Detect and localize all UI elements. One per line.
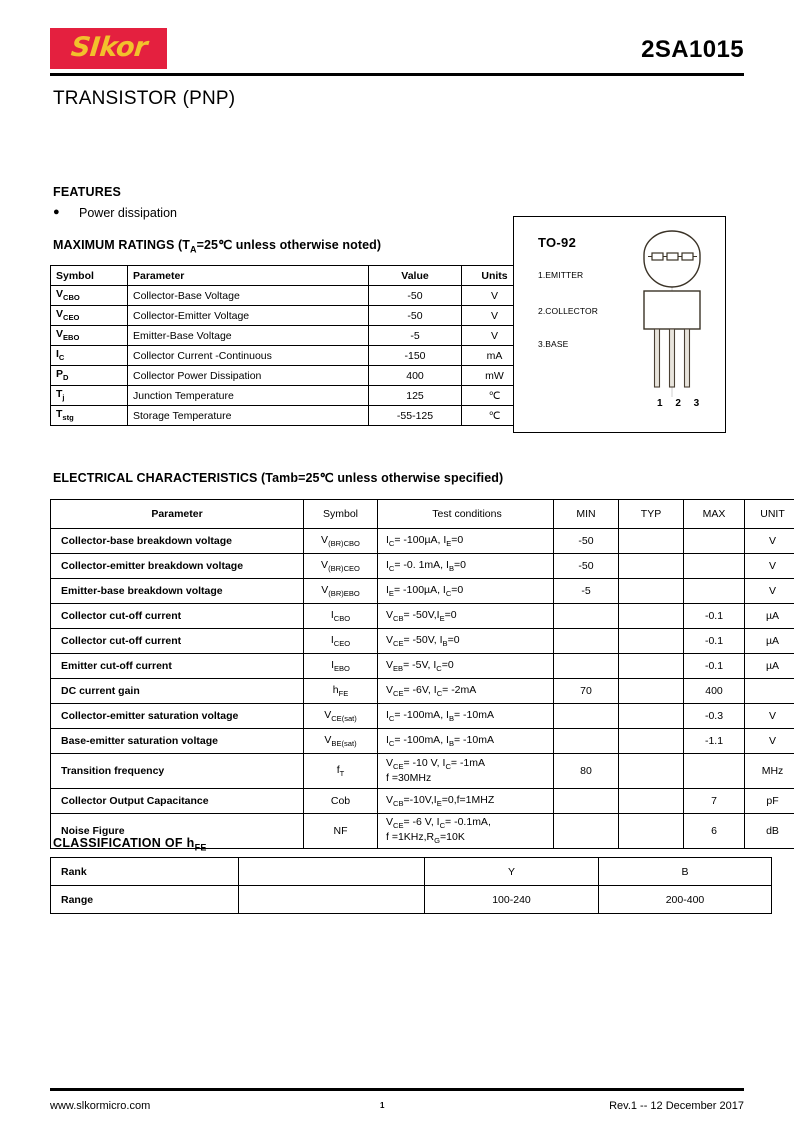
classification-heading-text: CLASSIFICATION OF h bbox=[53, 836, 195, 850]
cell-min: -5 bbox=[554, 579, 619, 604]
pin-legend-1: 1.EMITTER bbox=[538, 270, 584, 280]
col-header-min: MIN bbox=[554, 500, 619, 529]
footer-divider bbox=[50, 1088, 744, 1091]
cell-max bbox=[684, 754, 745, 789]
cell-unit: V bbox=[745, 529, 794, 554]
cell-symbol: $I_{EBO}$ bbox=[304, 654, 378, 679]
col-header-parameter: Parameter bbox=[51, 500, 304, 529]
cell-symbol: $T_{stg}$ bbox=[51, 406, 128, 426]
cell-parameter: Collector-Emitter Voltage bbox=[128, 306, 369, 326]
range-value-b: 200-400 bbox=[599, 886, 772, 914]
cell-parameter: Base-emitter saturation voltage bbox=[51, 729, 304, 754]
cell-min bbox=[554, 604, 619, 629]
cell-units: mA bbox=[462, 346, 528, 366]
cell-unit bbox=[745, 679, 794, 704]
footer-website[interactable]: www.slkormicro.com bbox=[50, 1100, 151, 1112]
cell-min: -50 bbox=[554, 529, 619, 554]
table-row bbox=[51, 729, 794, 754]
cell-typ bbox=[619, 789, 684, 814]
cell-symbol: NF bbox=[304, 814, 378, 849]
cell-test-conditions: $V_{CE}= -6V$, $I_C= -2mA$ bbox=[378, 679, 554, 704]
part-number: 2SA1015 bbox=[641, 36, 744, 63]
cell-test-conditions: $I_C= -100\mu A$, $I_E=0$ bbox=[378, 529, 554, 554]
table-row bbox=[51, 286, 528, 306]
range-blank-cell bbox=[239, 886, 425, 914]
cell-unit: V bbox=[745, 579, 794, 604]
to92-svg bbox=[632, 229, 712, 399]
cell-parameter: Storage Temperature bbox=[128, 406, 369, 426]
cell-units: V bbox=[462, 306, 528, 326]
cell-parameter: DC current gain bbox=[51, 679, 304, 704]
cell-unit: V bbox=[745, 729, 794, 754]
table-row bbox=[51, 858, 772, 886]
cell-parameter: Collector Current -Continuous bbox=[128, 346, 369, 366]
cell-symbol: $V_{BE(sat)}$ bbox=[304, 729, 378, 754]
cell-symbol: $V_{(BR)CBO}$ bbox=[304, 529, 378, 554]
cell-max: -0.1 bbox=[684, 629, 745, 654]
cell-units: ℃ bbox=[462, 386, 528, 406]
cell-test-conditions: $I_C= -100mA$, $I_B= -10mA$ bbox=[378, 704, 554, 729]
cell-max bbox=[684, 529, 745, 554]
cell-value: -50 bbox=[369, 306, 462, 326]
cell-test-conditions: $I_E= -100\mu A$, $I_C=0$ bbox=[378, 579, 554, 604]
cell-value: -50 bbox=[369, 286, 462, 306]
table-row bbox=[51, 604, 794, 629]
cell-min bbox=[554, 789, 619, 814]
cell-max: 6 bbox=[684, 814, 745, 849]
max-ratings-heading-post: =25℃ unless otherwise noted) bbox=[196, 238, 382, 252]
cell-min bbox=[554, 654, 619, 679]
cell-parameter: Collector-Base Voltage bbox=[128, 286, 369, 306]
cell-test-conditions: $V_{EB}= -5V$, $I_C=0$ bbox=[378, 654, 554, 679]
electrical-characteristics-table bbox=[50, 499, 785, 849]
classification-heading bbox=[53, 836, 207, 853]
cell-parameter: Collector Power Dissipation bbox=[128, 366, 369, 386]
cell-min: 70 bbox=[554, 679, 619, 704]
cell-symbol: $V_{CBO}$ bbox=[51, 286, 128, 306]
package-outline-box bbox=[513, 216, 726, 433]
cell-symbol: $V_{CE(sat)}$ bbox=[304, 704, 378, 729]
cell-min: 80 bbox=[554, 754, 619, 789]
cell-typ bbox=[619, 604, 684, 629]
table-row bbox=[51, 346, 528, 366]
cell-parameter: Junction Temperature bbox=[128, 386, 369, 406]
table-row bbox=[51, 326, 528, 346]
col-header-parameter: Parameter bbox=[128, 266, 369, 286]
footer-page-number: 1 bbox=[380, 1101, 385, 1110]
table-header-row bbox=[51, 266, 528, 286]
table-row bbox=[51, 789, 794, 814]
cell-value: -5 bbox=[369, 326, 462, 346]
cell-symbol: $T_j$ bbox=[51, 386, 128, 406]
cell-max bbox=[684, 579, 745, 604]
cell-min bbox=[554, 729, 619, 754]
cell-unit: MHz bbox=[745, 754, 794, 789]
cell-units: V bbox=[462, 286, 528, 306]
cell-parameter: Collector-base breakdown voltage bbox=[51, 529, 304, 554]
max-ratings-heading bbox=[53, 237, 381, 255]
cell-value: 400 bbox=[369, 366, 462, 386]
cell-unit: V bbox=[745, 704, 794, 729]
logo-text: SIkor bbox=[69, 32, 149, 63]
range-label: Range bbox=[51, 886, 239, 914]
max-ratings-heading-pre: MAXIMUM RATINGS (T bbox=[53, 238, 190, 252]
cell-symbol: $f_T$ bbox=[304, 754, 378, 789]
cell-units: ℃ bbox=[462, 406, 528, 426]
feature-label: Power dissipation bbox=[79, 206, 177, 220]
cell-test-conditions: $V_{CE}= -10$ V, $I_C= -1mA$ f =30MHz bbox=[378, 754, 554, 789]
range-value-y: 100-240 bbox=[425, 886, 599, 914]
table-row bbox=[51, 754, 794, 789]
cell-max: -0.1 bbox=[684, 604, 745, 629]
cell-parameter: Noise Figure bbox=[51, 814, 304, 849]
cell-value: -55-125 bbox=[369, 406, 462, 426]
cell-typ bbox=[619, 554, 684, 579]
cell-parameter: Emitter-base breakdown voltage bbox=[51, 579, 304, 604]
table-row bbox=[51, 654, 794, 679]
cell-units: mW bbox=[462, 366, 528, 386]
max-ratings-table bbox=[50, 265, 508, 426]
cell-unit: dB bbox=[745, 814, 794, 849]
cell-parameter: Collector Output Capacitance bbox=[51, 789, 304, 814]
document-title: TRANSISTOR (PNP) bbox=[53, 88, 236, 109]
cell-unit: V bbox=[745, 554, 794, 579]
cell-typ bbox=[619, 729, 684, 754]
table-row bbox=[51, 529, 794, 554]
rank-label: Rank bbox=[51, 858, 239, 886]
cell-parameter: Collector cut-off current bbox=[51, 629, 304, 654]
cell-symbol: $V_{EBO}$ bbox=[51, 326, 128, 346]
header-divider bbox=[50, 73, 744, 76]
col-header-symbol: Symbol bbox=[51, 266, 128, 286]
table-header-row bbox=[51, 500, 794, 529]
cell-parameter: Emitter-Base Voltage bbox=[128, 326, 369, 346]
pin-legend-2: 2.COLLECTOR bbox=[538, 306, 598, 316]
col-header-max: MAX bbox=[684, 500, 745, 529]
cell-parameter: Collector cut-off current bbox=[51, 604, 304, 629]
slkor-logo bbox=[50, 28, 167, 69]
cell-symbol: $I_C$ bbox=[51, 346, 128, 366]
cell-test-conditions: $V_{CE}= -6$ V, $I_C= -0.1mA$, $f =1KHz,R_G=10K$ bbox=[378, 814, 554, 849]
bullet-icon: ● bbox=[53, 206, 60, 218]
cell-typ bbox=[619, 814, 684, 849]
col-header-unit: UNIT bbox=[745, 500, 794, 529]
rank-value-b: B bbox=[599, 858, 772, 886]
pin-numbers: 1 2 3 bbox=[657, 398, 705, 409]
col-header-value: Value bbox=[369, 266, 462, 286]
table-row bbox=[51, 579, 794, 604]
table-row bbox=[51, 629, 794, 654]
cell-test-conditions: $V_{CE}= -50V$, $I_B=0$ bbox=[378, 629, 554, 654]
table-row bbox=[51, 554, 794, 579]
cell-max bbox=[684, 554, 745, 579]
cell-symbol: $V_{CEO}$ bbox=[51, 306, 128, 326]
cell-test-conditions: $V_{CB}=-10V,I_E=0,f=1MHZ$ bbox=[378, 789, 554, 814]
table-row bbox=[51, 406, 528, 426]
package-name: TO-92 bbox=[538, 235, 577, 250]
cell-min bbox=[554, 629, 619, 654]
to92-drawing bbox=[632, 229, 712, 404]
pin-legend-3: 3.BASE bbox=[538, 339, 569, 349]
cell-symbol: $I_{CBO}$ bbox=[304, 604, 378, 629]
cell-unit: pF bbox=[745, 789, 794, 814]
cell-typ bbox=[619, 679, 684, 704]
cell-unit: µA bbox=[745, 654, 794, 679]
cell-typ bbox=[619, 754, 684, 789]
col-header-symbol: Symbol bbox=[304, 500, 378, 529]
cell-test-conditions: $V_{CB}= -50V,I_E=0$ bbox=[378, 604, 554, 629]
table-row bbox=[51, 366, 528, 386]
footer-revision: Rev.1 -- 12 December 2017 bbox=[609, 1100, 744, 1112]
cell-parameter: Collector-emitter breakdown voltage bbox=[51, 554, 304, 579]
cell-typ bbox=[619, 654, 684, 679]
cell-value: -150 bbox=[369, 346, 462, 366]
cell-typ bbox=[619, 529, 684, 554]
rank-blank-cell bbox=[239, 858, 425, 886]
cell-max: -0.3 bbox=[684, 704, 745, 729]
cell-test-conditions: $I_C= -0$. 1mA, $I_B=0$ bbox=[378, 554, 554, 579]
table-row bbox=[51, 704, 794, 729]
cell-symbol: $V_{(BR)CEO}$ bbox=[304, 554, 378, 579]
cell-typ bbox=[619, 704, 684, 729]
cell-symbol: $V_{(BR)EBO}$ bbox=[304, 579, 378, 604]
cell-unit: µA bbox=[745, 604, 794, 629]
feature-list-item bbox=[53, 206, 453, 220]
max-ratings-heading-sub: A bbox=[189, 244, 197, 255]
cell-parameter: Transition frequency bbox=[51, 754, 304, 789]
cell-min: -50 bbox=[554, 554, 619, 579]
col-header-typ: TYP bbox=[619, 500, 684, 529]
cell-typ bbox=[619, 629, 684, 654]
features-heading: FEATURES bbox=[53, 185, 122, 199]
cell-symbol: Cob bbox=[304, 789, 378, 814]
table-row bbox=[51, 306, 528, 326]
electrical-characteristics-heading: ELECTRICAL CHARACTERISTICS (Tamb=25℃ unless otherwise specified) bbox=[53, 471, 504, 485]
cell-value: 125 bbox=[369, 386, 462, 406]
classification-heading-sub: FE bbox=[194, 842, 207, 853]
cell-min bbox=[554, 814, 619, 849]
cell-max: 7 bbox=[684, 789, 745, 814]
rank-value-y: Y bbox=[425, 858, 599, 886]
col-header-test-conditions: Test conditions bbox=[378, 500, 554, 529]
table-row bbox=[51, 386, 528, 406]
cell-parameter: Emitter cut-off current bbox=[51, 654, 304, 679]
table-row bbox=[51, 679, 794, 704]
cell-symbol: $h_{FE}$ bbox=[304, 679, 378, 704]
cell-symbol: $I_{CEO}$ bbox=[304, 629, 378, 654]
cell-max: -0.1 bbox=[684, 654, 745, 679]
cell-unit: µA bbox=[745, 629, 794, 654]
cell-test-conditions: $I_C= -100mA$, $I_B= -10mA$ bbox=[378, 729, 554, 754]
table-row bbox=[51, 886, 772, 914]
cell-typ bbox=[619, 579, 684, 604]
col-header-units: Units bbox=[462, 266, 528, 286]
cell-min bbox=[554, 704, 619, 729]
cell-max: 400 bbox=[684, 679, 745, 704]
cell-parameter: Collector-emitter saturation voltage bbox=[51, 704, 304, 729]
cell-max: -1.1 bbox=[684, 729, 745, 754]
classification-table bbox=[50, 857, 722, 914]
cell-units: V bbox=[462, 326, 528, 346]
cell-symbol: $P_D$ bbox=[51, 366, 128, 386]
